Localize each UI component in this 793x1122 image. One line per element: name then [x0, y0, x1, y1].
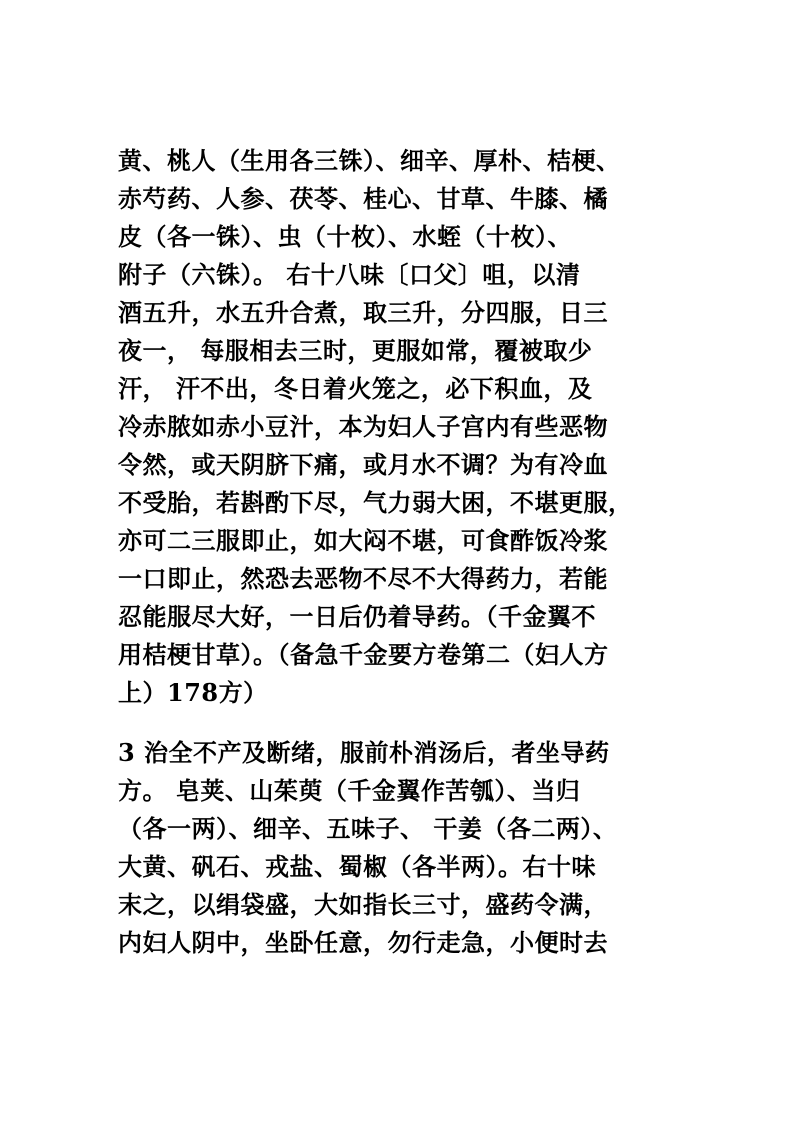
paragraph-1	[118, 142, 688, 712]
paragraph-2	[118, 734, 688, 962]
text-line: 用桔梗甘草）。（备急千金要方卷第二（妇人方	[118, 640, 609, 669]
text-line: 汗， 汗不出，冬日着火笼之，必下积血，及	[118, 374, 593, 403]
text-line: 令然，或天阴脐下痛，或月水不调？为有冷血	[118, 450, 608, 479]
text-line: 附子（六铢）。 右十八味〔口父〕咀，以清	[118, 260, 581, 289]
text-line: 酒五升，水五升合煮，取三升，分四服，日三	[118, 298, 608, 327]
text-line: 方。 皂荚、山茱萸（千金翼作苦瓠）、当归	[118, 776, 581, 805]
text-line: 夜一， 每服相去三时，更服如常，覆被取少	[118, 336, 593, 365]
text-line: 赤芍药、人参、茯苓、桂心、甘草、牛膝、橘	[118, 184, 608, 213]
text-line: 忍能服尽大好，一日后仍着导药。（千金翼不	[118, 602, 596, 631]
text-line: 皮（各一铢）、虫（十枚）、水蛭（十枚）、	[118, 222, 572, 251]
text-line: 末之，以绢袋盛，大如指长三寸，盛药令满，	[118, 890, 608, 919]
text-line: 黄、桃人（生用各三铢）、细辛、厚朴、桔梗、	[118, 146, 621, 175]
text-line: 上）178方）	[118, 678, 268, 707]
text-line: 一口即止，然恐去恶物不尽不大得药力，若能	[118, 564, 608, 593]
text-line: （各一两）、细辛、五味子、 干姜（各二两）、	[118, 814, 618, 843]
text-line: 大黄、矾石、戎盐、蜀椒（各半两）。右十味	[118, 852, 596, 881]
text-line: 内妇人阴中，坐卧任意，勿行走急，小便时去	[118, 928, 608, 957]
text-line: 3 治全不产及断绪，服前朴消汤后，者坐导药	[118, 738, 610, 767]
text-line: 冷赤脓如赤小豆汁，本为妇人子宫内有些恶物	[118, 412, 608, 441]
text-line: 亦可二三服即止，如大闷不堪，可食酢饭冷浆	[118, 526, 608, 555]
text-line: 不受胎，若斟酌下尽，气力弱大困，不堪更服，	[118, 488, 633, 517]
